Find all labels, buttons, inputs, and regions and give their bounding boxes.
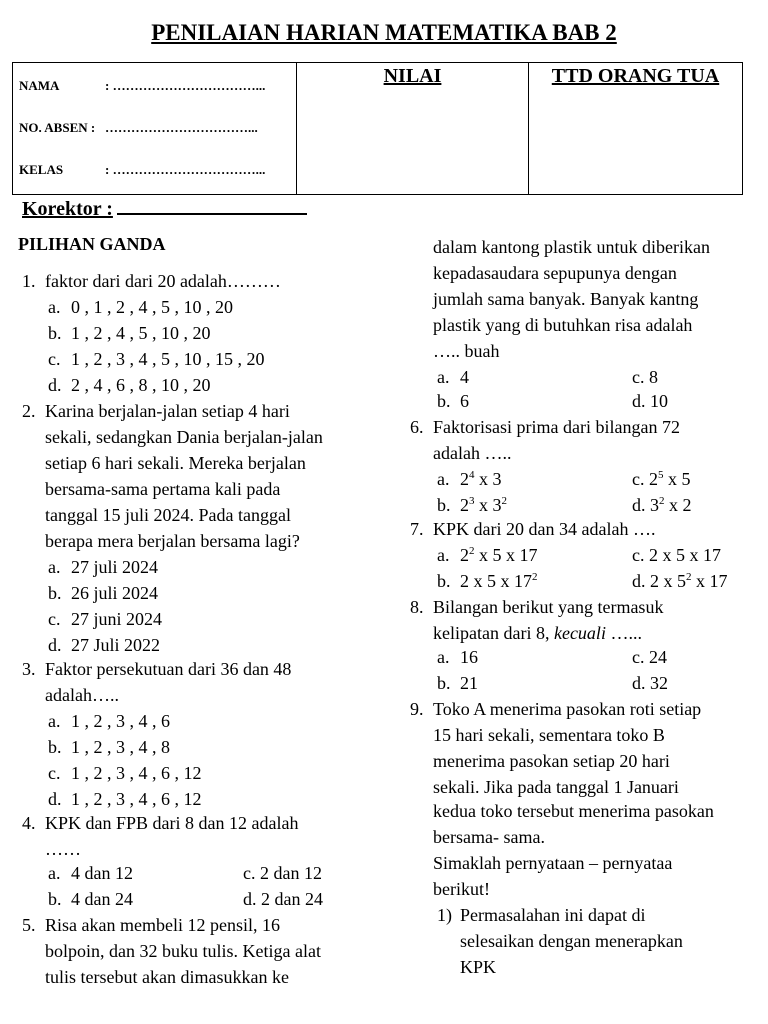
question-text: bolpoin, dan 32 buku tulis. Ketiga alat xyxy=(45,941,321,961)
option-exponent: 5 xyxy=(658,469,664,481)
option-rest: x 2 xyxy=(669,495,692,515)
nama-field xyxy=(19,78,265,94)
option-letter: d. xyxy=(48,789,62,809)
option-text: 4 xyxy=(460,367,469,387)
question-text: kepadasaudara sepupunya dengan xyxy=(433,263,677,283)
option-text: d. 2 dan 24 xyxy=(243,889,323,909)
kelas-label: KELAS xyxy=(19,162,64,177)
question-text: bersama-sama pertama kali pada xyxy=(45,479,281,499)
option-text: 6 xyxy=(460,391,469,411)
question-number: 4. xyxy=(22,813,36,833)
question-text: Karina berjalan-jalan setiap 4 hari xyxy=(45,401,290,421)
option-text: d. 32 xyxy=(632,673,668,693)
option-text: 27 Juli 2022 xyxy=(71,635,161,655)
question-text-emphasis: kecuali xyxy=(553,623,606,643)
option-exponent: 2 xyxy=(469,545,475,557)
question-text: dalam kantong plastik untuk diberikan xyxy=(433,237,710,257)
question-text: menerima pasokan setiap 20 hari xyxy=(433,751,670,771)
option-rest: x 17 xyxy=(696,571,728,591)
absen-label: NO. ABSEN : xyxy=(19,120,96,135)
option-text xyxy=(460,568,538,594)
option-text: c. 2 dan 12 xyxy=(243,863,322,883)
question-number: 1. xyxy=(22,271,36,291)
section-title: PILIHAN GANDA xyxy=(18,234,166,254)
option-exponent: 2 xyxy=(501,495,507,507)
option-text xyxy=(460,492,507,518)
question-number: 7. xyxy=(410,519,424,539)
nama-label: NAMA xyxy=(19,78,60,93)
option-text xyxy=(632,492,692,518)
question-text: tanggal 15 juli 2024. Pada tanggal xyxy=(45,505,291,525)
option-text: c. 2 x 5 x 17 xyxy=(632,545,721,565)
question-text: Faktor persekutuan dari 36 dan 48 xyxy=(45,659,292,679)
question-number: 3. xyxy=(22,659,36,679)
nama-blank: : ……………………………... xyxy=(105,78,266,93)
korektor-line xyxy=(22,198,307,221)
question-text: KPK dan FPB dari 8 dan 12 adalah xyxy=(45,813,299,833)
option-text xyxy=(632,568,728,594)
question-number: 9. xyxy=(410,699,424,719)
option-base: 2 x 5 x 17 xyxy=(460,571,532,591)
option-base: d. 2 x 5 xyxy=(632,571,686,591)
question-text: jumlah sama banyak. Banyak kantng xyxy=(433,289,699,309)
option-text: 27 juni 2024 xyxy=(71,609,163,629)
option-text: 1 , 2 , 3 , 4 , 8 xyxy=(71,737,170,757)
absen-field xyxy=(19,120,258,136)
option-text: d. 10 xyxy=(632,391,668,411)
question-text: Bilangan berikut yang termasuk xyxy=(433,597,664,617)
nilai-cell xyxy=(297,63,529,194)
option-text: 4 dan 24 xyxy=(71,889,133,909)
option-text xyxy=(460,466,502,492)
option-text: 1 , 2 , 3 , 4 , 6 xyxy=(71,711,170,731)
option-text: 2 , 4 , 6 , 8 , 10 , 20 xyxy=(71,375,211,395)
option-letter: a. xyxy=(48,711,61,731)
option-letter: d. xyxy=(48,635,62,655)
question-text: berapa mera berjalan bersama lagi? xyxy=(45,531,300,551)
option-text: 1 , 2 , 3 , 4 , 6 , 12 xyxy=(71,763,202,783)
question-text: Risa akan membeli 12 pensil, 16 xyxy=(45,915,280,935)
identity-cell xyxy=(13,63,297,194)
option-letter: b. xyxy=(437,673,451,693)
statement-text: Permasalahan ini dapat di xyxy=(460,905,646,925)
option-letter: c. xyxy=(48,349,61,369)
option-text: 4 dan 12 xyxy=(71,863,133,883)
question-text: faktor dari dari 20 adalah……… xyxy=(45,271,281,291)
ttd-cell xyxy=(529,63,742,194)
header-table xyxy=(12,62,743,195)
question-text: Toko A menerima pasokan roti setiap xyxy=(433,699,702,719)
ttd-label: TTD ORANG TUA xyxy=(551,65,720,87)
option-letter: c. xyxy=(48,763,61,783)
option-exponent: 4 xyxy=(469,469,475,481)
option-exponent: 2 xyxy=(532,571,538,583)
question-text: Simaklah pernyataan – pernyataa xyxy=(433,853,673,873)
option-base: 2 xyxy=(460,545,469,565)
question-text: ….. buah xyxy=(433,341,500,361)
option-exponent: 2 xyxy=(659,495,665,507)
option-rest: x 5 xyxy=(668,469,691,489)
option-letter: c. xyxy=(48,609,61,629)
option-letter: b. xyxy=(437,495,451,515)
option-text xyxy=(632,466,691,492)
question-number: 8. xyxy=(410,597,424,617)
question-text: setiap 6 hari sekali. Mereka berjalan xyxy=(45,453,306,473)
option-text xyxy=(460,542,538,568)
korektor-blank xyxy=(117,199,307,215)
page-title: PENILAIAN HARIAN MATEMATIKA BAB 2 xyxy=(151,20,617,45)
option-base: 2 xyxy=(460,469,469,489)
option-letter: b. xyxy=(437,571,451,591)
option-letter: b. xyxy=(437,391,451,411)
statement-number: 1) xyxy=(437,905,452,925)
korektor-label: Korektor : xyxy=(22,198,113,220)
option-letter: a. xyxy=(48,557,61,577)
question-text: KPK dari 20 dan 34 adalah …. xyxy=(433,519,656,539)
question-text: adalah….. xyxy=(45,685,119,705)
question-text: Faktorisasi prima dari bilangan 72 xyxy=(433,417,680,437)
option-letter: b. xyxy=(48,583,62,603)
option-letter: a. xyxy=(437,647,450,667)
question-text: 15 hari sekali, sementara toko B xyxy=(433,725,665,745)
option-text: 1 , 2 , 3 , 4 , 5 , 10 , 15 , 20 xyxy=(71,349,265,369)
option-text: 21 xyxy=(460,673,478,693)
option-text: 1 , 2 , 3 , 4 , 6 , 12 xyxy=(71,789,202,809)
kelas-field xyxy=(19,162,265,178)
question-text: …… xyxy=(45,839,81,859)
absen-blank: ……………………………... xyxy=(105,120,258,135)
question-text: kedua toko tersebut menerima pasokan xyxy=(433,801,714,821)
nilai-label: NILAI xyxy=(383,65,442,87)
kelas-blank: : ……………………………... xyxy=(105,162,266,177)
option-base: 2 xyxy=(460,495,469,515)
question-text: sekali. Jika pada tanggal 1 Januari xyxy=(433,777,679,797)
option-letter: d. xyxy=(48,375,62,395)
question-text: tulis tersebut akan dimasukkan ke xyxy=(45,967,289,987)
question-number: 2. xyxy=(22,401,36,421)
option-letter: b. xyxy=(48,889,62,909)
option-base: d. 3 xyxy=(632,495,659,515)
statement-text: KPK xyxy=(460,957,497,977)
option-rest: x 3 xyxy=(479,469,502,489)
option-base: c. 2 xyxy=(632,469,658,489)
question-text: plastik yang di butuhkan risa adalah xyxy=(433,315,693,335)
option-letter: a. xyxy=(48,863,61,883)
statement-text: selesaikan dengan menerapkan xyxy=(460,931,683,951)
question-text xyxy=(433,620,642,646)
question-text: bersama- sama. xyxy=(433,827,545,847)
option-text: c. 8 xyxy=(632,367,658,387)
question-text: berikut! xyxy=(433,879,490,899)
question-number: 6. xyxy=(410,417,424,437)
option-exponent: 3 xyxy=(469,495,475,507)
option-rest: x 5 x 17 xyxy=(479,545,538,565)
question-text-part: kelipatan dari 8, xyxy=(433,623,550,643)
option-letter: b. xyxy=(48,737,62,757)
option-letter: a. xyxy=(437,469,450,489)
option-text: 27 juli 2024 xyxy=(71,557,159,577)
option-text: 0 , 1 , 2 , 4 , 5 , 10 , 20 xyxy=(71,297,233,317)
option-letter: b. xyxy=(48,323,62,343)
question-text: sekali, sedangkan Dania berjalan-jalan xyxy=(45,427,323,447)
question-number: 5. xyxy=(22,915,36,935)
option-text: 26 juli 2024 xyxy=(71,583,159,603)
option-exponent: 2 xyxy=(686,571,692,583)
option-text: 16 xyxy=(460,647,478,667)
option-letter: a. xyxy=(48,297,61,317)
option-text: c. 24 xyxy=(632,647,667,667)
question-text-part: …... xyxy=(610,623,642,643)
question-text: adalah ….. xyxy=(433,443,512,463)
option-text: 1 , 2 , 4 , 5 , 10 , 20 xyxy=(71,323,211,343)
option-letter: a. xyxy=(437,367,450,387)
option-letter: a. xyxy=(437,545,450,565)
option-rest: x 3 xyxy=(479,495,502,515)
